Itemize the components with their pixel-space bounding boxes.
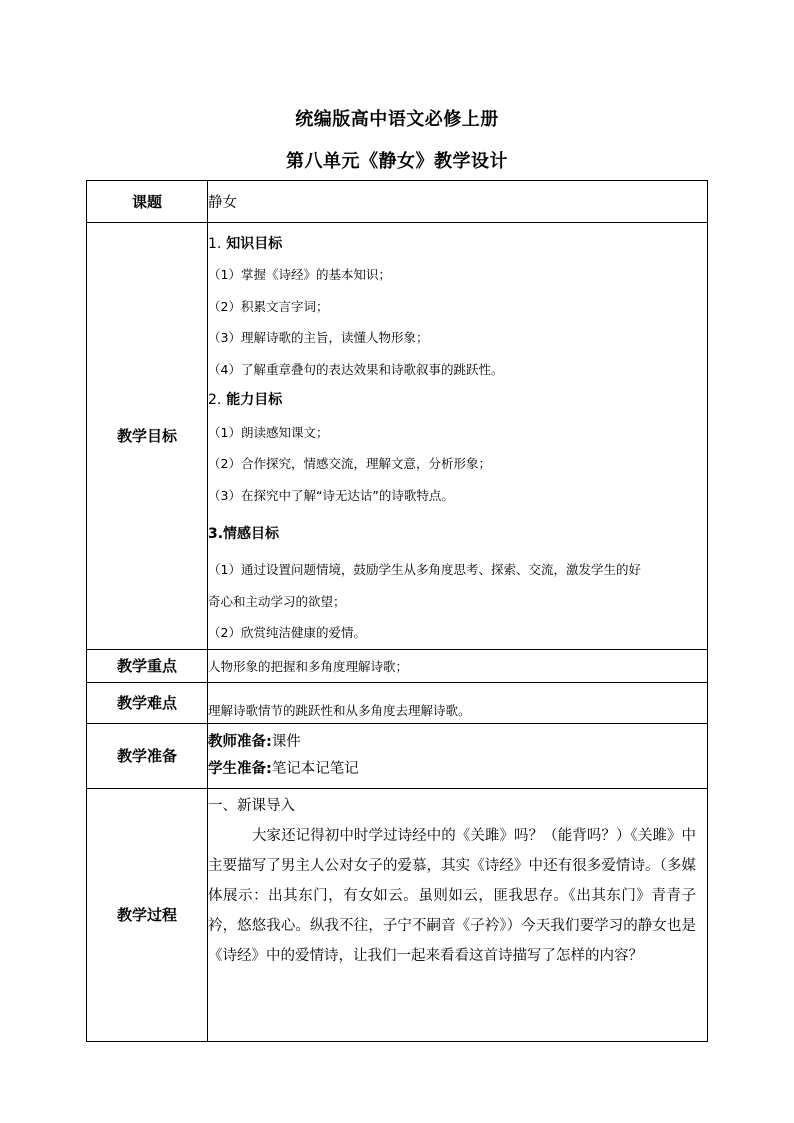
goal-item: （1）朗读感知课文； xyxy=(208,424,329,440)
goal-item: 奇心和主动学习的欲望； xyxy=(208,593,346,609)
key-points-label: 教学重点 xyxy=(87,649,208,682)
goal-heading-number: 1. xyxy=(208,236,222,252)
topic-value-cell xyxy=(208,181,708,223)
goal-heading-text: 知识目标 xyxy=(226,236,283,252)
goal-item: （4）了解重章叠句的表达效果和诗歌叙事的跳跃性。 xyxy=(208,361,504,377)
table-row-difficulties xyxy=(87,682,708,723)
table-row-topic xyxy=(87,181,708,223)
goals-cell xyxy=(208,223,708,650)
preparation-label: 教学准备 xyxy=(87,723,208,788)
key-points-cell xyxy=(208,649,708,682)
process-paragraph-text: 大家还记得初中时学过诗经中的《关雎》吗？（能背吗？）《关雎》中主要描写了男主人公对女子的爱慕，其实《诗经》中还有很多爱情诗。（多媒体展示：出其东门，有女如云。虽则如云，匪我思存。《出其东门》青青子衿，悠悠我心。纵我不往，子宁不嗣音《子衿》）今天我们要学习的静女也是《诗经》中的爱情诗，让我们一起来看看这首诗描写了怎样的内容？ xyxy=(208,827,696,964)
goal-item: （2）合作探究，情感交流，理解文意，分析形象； xyxy=(208,456,491,471)
difficulties-cell xyxy=(208,682,708,723)
goal-item: （2）欣赏纯洁健康的爱情。 xyxy=(208,625,366,640)
table-row-key-points xyxy=(87,649,708,682)
goal-item: （3）在探究中了解“诗无达诂”的诗歌特点。 xyxy=(208,487,454,503)
student-preparation-value: 笔记本记笔记 xyxy=(271,760,359,777)
difficulties-value: 理解诗歌情节的跳跃性和从多角度去理解诗歌。 xyxy=(208,702,471,718)
goal-item: （3）理解诗歌的主旨，读懂人物形象； xyxy=(208,330,429,345)
student-preparation-label: 学生准备: xyxy=(208,760,272,777)
teacher-preparation xyxy=(208,729,707,756)
table-row-goals xyxy=(87,223,708,650)
process-cell xyxy=(208,788,708,1041)
lesson-plan-table xyxy=(86,180,708,1042)
goal-heading-ability xyxy=(208,385,707,417)
student-preparation xyxy=(208,756,707,783)
goal-heading-text: 能力目标 xyxy=(226,392,283,408)
document-title: 统编版高中语文必修上册 xyxy=(295,109,499,130)
goal-item: （2）积累文言字词； xyxy=(208,298,329,314)
goal-heading-number: 2. xyxy=(208,392,222,408)
process-paragraph xyxy=(208,821,696,971)
goal-item: （1）通过设置问题情境，鼓励学生从多角度思考、探索、交流，激发学生的好 xyxy=(208,562,641,577)
process-label: 教学过程 xyxy=(87,788,208,1041)
topic-value: 静女 xyxy=(208,195,237,211)
teacher-preparation-label: 教师准备: xyxy=(208,733,272,750)
goal-heading-knowledge xyxy=(208,229,707,259)
key-points-value: 人物形象的把握和多角度理解诗歌； xyxy=(208,659,409,674)
goal-heading-emotion xyxy=(208,511,707,554)
table-row-process xyxy=(87,788,708,1041)
preparation-cell xyxy=(208,723,708,788)
goal-item: （1）掌握《诗经》的基本知识； xyxy=(208,267,391,282)
process-section-title: 一、新课导入 xyxy=(208,797,295,814)
table-row-preparation xyxy=(87,723,708,788)
teacher-preparation-value: 课件 xyxy=(271,733,301,750)
goals-label: 教学目标 xyxy=(87,223,208,650)
topic-label: 课题 xyxy=(87,181,208,223)
document-subtitle: 第八单元《静女》教学设计 xyxy=(286,151,508,172)
goal-heading-text: 3.情感目标 xyxy=(208,526,280,542)
difficulties-label: 教学难点 xyxy=(87,682,208,723)
